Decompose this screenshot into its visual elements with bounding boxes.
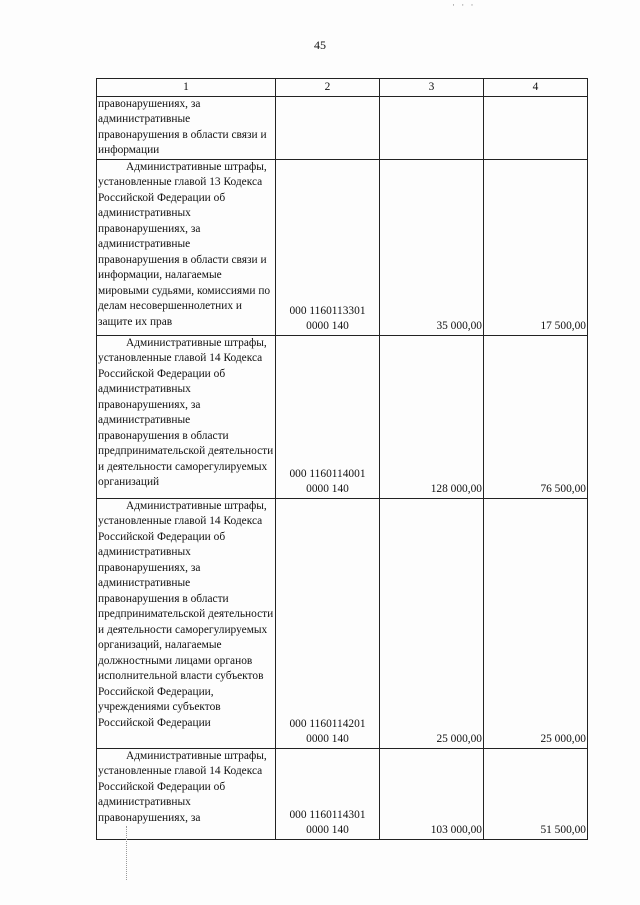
row-code: 000 1160114301 0000 140 — [276, 748, 380, 839]
row-value-3: 25 000,00 — [380, 498, 484, 748]
row-description: Административные штрафы, установленные главой 14 Кодекса Российской Федерации об административных правонарушениях, за административные правонарушения в области предпринимательской деятельности и деятельности саморегулируемых организаций — [97, 335, 276, 498]
row-description: Административные штрафы, установленные главой 13 Кодекса Российской Федерации об административных правонарушениях, за административные правонарушения в области связи и информации, налагаемые мировыми судьями, комиссиями по делам несовершеннолетних и защите их прав — [97, 159, 276, 335]
table-row — [97, 96, 588, 159]
row-value-4: 25 000,00 — [484, 498, 588, 748]
scan-artifact: · · · — [452, 0, 476, 10]
column-header-3: 3 — [380, 79, 484, 97]
row-value-4: 17 500,00 — [484, 159, 588, 335]
row-code — [276, 96, 380, 159]
row-description: Административные штрафы, установленные главой 14 Кодекса Российской Федерации об административных правонарушениях, за — [97, 748, 276, 839]
row-code: 000 1160114001 0000 140 — [276, 335, 380, 498]
column-header-4: 4 — [484, 79, 588, 97]
page-number: 45 — [314, 38, 326, 52]
row-value-3 — [380, 96, 484, 159]
row-value-3: 103 000,00 — [380, 748, 484, 839]
scan-artifact — [126, 826, 129, 880]
row-value-4: 51 500,00 — [484, 748, 588, 839]
table-row — [97, 335, 588, 498]
table-row — [97, 748, 588, 839]
row-description: правонарушениях, за административные правонарушения в области связи и информации — [97, 96, 276, 159]
budget-table — [96, 78, 588, 840]
table-row — [97, 159, 588, 335]
table-row — [97, 498, 588, 748]
row-value-4: 76 500,00 — [484, 335, 588, 498]
column-header-2: 2 — [276, 79, 380, 97]
row-value-3: 35 000,00 — [380, 159, 484, 335]
row-value-4 — [484, 96, 588, 159]
table-header-row — [97, 79, 588, 97]
row-description: Административные штрафы, установленные главой 14 Кодекса Российской Федерации об административных правонарушениях, за административные правонарушения в области предпринимательской деятельности и деятельности саморегулируемых организаций, налагаемые должностными лицами органов исполнительной власти субъектов Российской Федерации, учреждениями субъектов Российской Федерации — [97, 498, 276, 748]
row-code: 000 1160113301 0000 140 — [276, 159, 380, 335]
column-header-1: 1 — [97, 79, 276, 97]
row-value-3: 128 000,00 — [380, 335, 484, 498]
row-code: 000 1160114201 0000 140 — [276, 498, 380, 748]
